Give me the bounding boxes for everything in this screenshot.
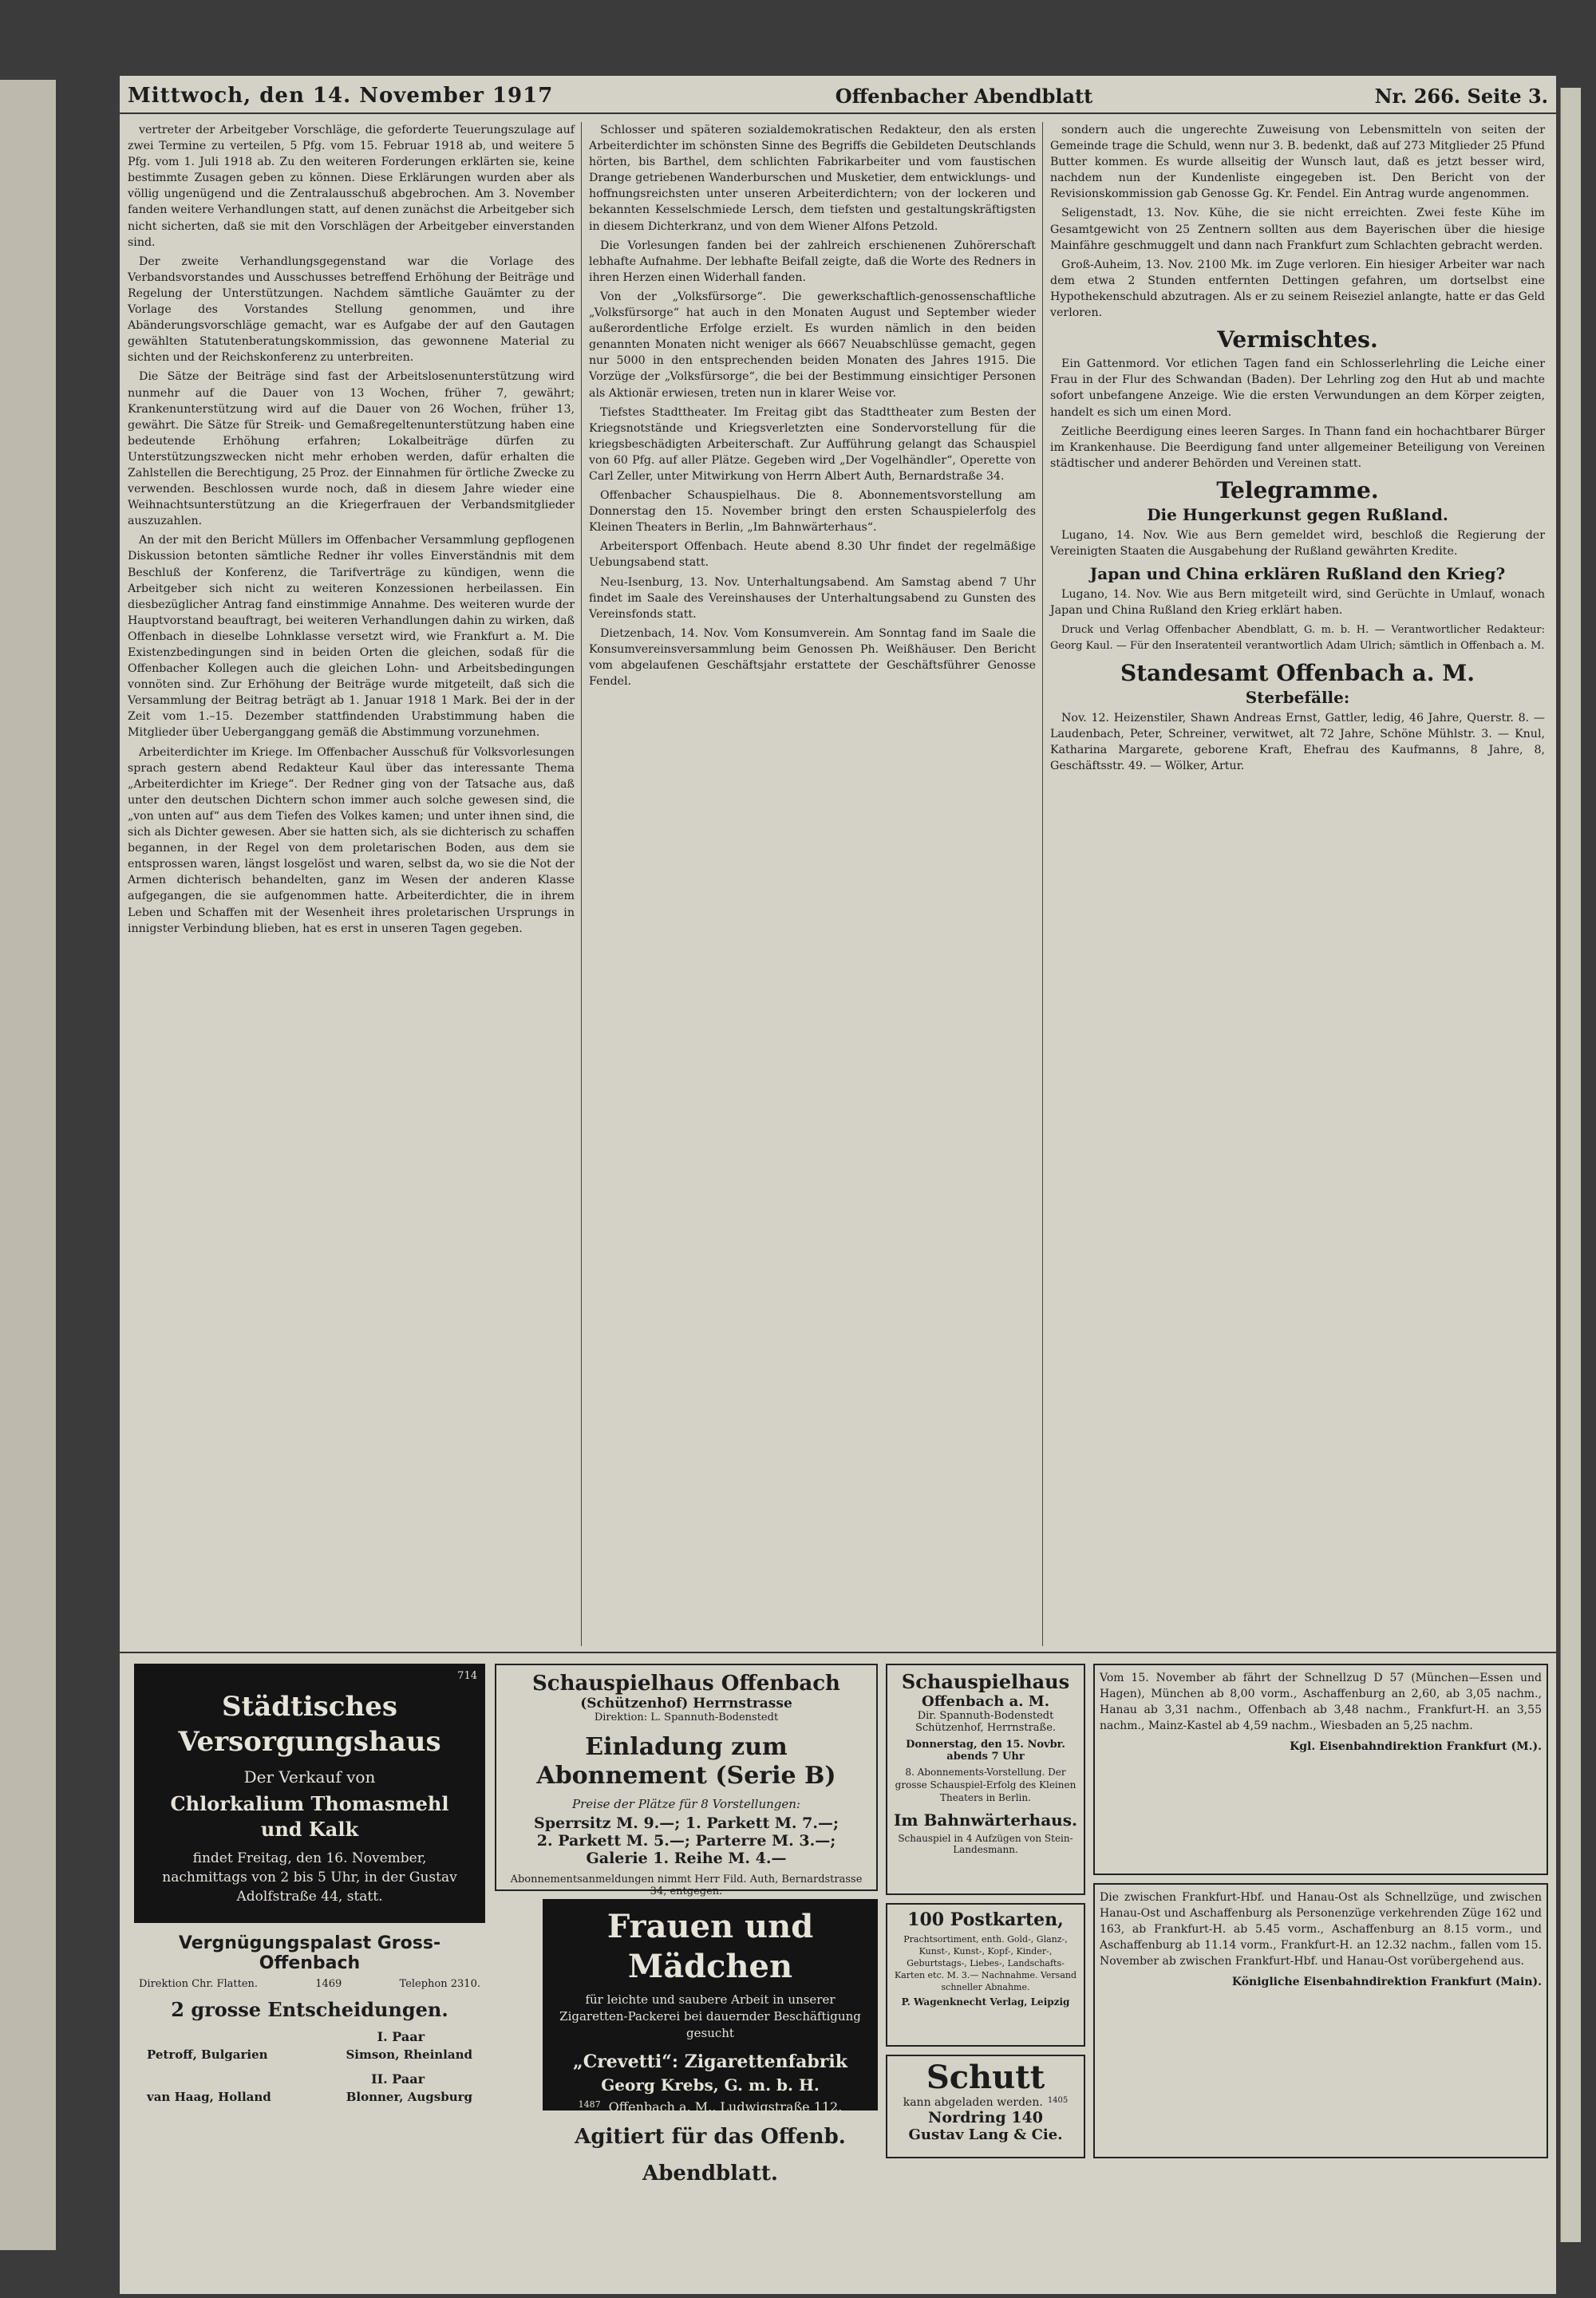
issue-date: Mittwoch, den 14. November 1917 — [128, 84, 554, 108]
ad-address: Schützenhof, Herrnstraße. — [915, 1722, 1057, 1734]
ad-eisenbahn-zuege — [1093, 1883, 1548, 2158]
column-3 — [1050, 122, 1545, 1646]
ad-signature: Königliche Eisenbahndirektion Frankfurt (Main). — [1231, 1976, 1542, 1988]
subsection-heading: Sterbefälle: — [1245, 687, 1350, 707]
price-line: 2. Parkett M. 5.—; Parterre M. 3.—; — [536, 1832, 836, 1850]
ad-subtitle: Offenbach a. M. — [922, 1693, 1049, 1710]
ad-number: 1487 — [578, 2099, 601, 2110]
ad-date: Donnerstag, den 15. Novbr. abends 7 Uhr — [906, 1739, 1065, 1763]
ad-schutt — [886, 2055, 1085, 2158]
article-paragraph: Arbeiterdichter im Kriege. Im Offenbacher Ausschuß für Volksvorlesungen sprach gestern abend Redakteur Kaul über das interessante Thema „Arbeiterdichter im Kriege“. Der Redner ging von der Tatsache aus, daß unter den deutschen Dichtern schon immer auch solche gewesen sind, die „von unten auf“ aus dem Tiefen des Volkes kamen; und unter ihnen sind, die sich als Dichter gewesen. Aber sie hatten sich, als sie dichterisch zu schaffen begannen, in der Regel von dem proletarischen Boden, aus dem sie entsprossen waren, längst losgelöst und waren, selbst da, wo sie die Not der Armen dichterisch behandelten, ganz im Wesen der anderen Klasse aufgegangen, die sie aufgenommen hatte. Arbeiterdichter, die in ihrem Leben und Schaffen mit der Wesenheit ihres proletarischen Ursprungs in innigster Verbindung blieben, hat es erst in unseren Tagen gegeben. — [128, 745, 575, 935]
article-paragraph: Tiefstes Stadttheater. Im Freitag gibt das Stadttheater zum Besten der Kriegsnotstände und Kriegsverletzten eine Sondervorstellung für die kriegsbeschädigten Arbeiterschaft. Zur Aufführung gelangt das Schauspiel von 60 Pfg. auf aller Plätze. Gegeben wird „Der Vogelhändler“, Operette von Carl Zeller, unter Mitwirkung von Herrn Albert Auth, Bernardstraße 34. — [589, 405, 1036, 483]
article-paragraph: Arbeitersport Offenbach. Heute abend 8.30 Uhr findet der regelmäßige Uebungsabend statt. — [589, 540, 1036, 570]
section-heading: Vermischtes. — [1217, 326, 1378, 353]
company-owner: Georg Krebs, G. m. b. H. — [601, 2075, 820, 2095]
article-paragraph: Lugano, 14. Nov. Wie aus Bern mitgeteilt wird, sind Gerüchte in Umlauf, wonach Japan und China Rußland den Krieg erklärt haben. — [1050, 588, 1545, 618]
article-paragraph: Dietzenbach, 14. Nov. Vom Konsumverein. Am Sonntag fand im Saale die Konsumvereinsversammlung beim Genossen Ph. Weißhäuser. Den Bericht vom abgelaufenen Geschäftsjahr erstattete der Geschäftsführer Genosse Fendel. — [589, 626, 1036, 689]
ad-postkarten — [886, 1903, 1085, 2047]
ad-direction: Dir. Spannuth-Bodenstedt — [917, 1710, 1054, 1722]
article-paragraph: sondern auch die ungerechte Zuweisung von Lebensmitteln von seiten der Gemeinde trage die Schuld, wenn nur 3. B. bedenkt, daß auf 273 Mitglieder 25 Pfund Butter kommen. Es wurde allseitig der Wunsch laut, daß es jetzt besser wird, nachdem nun der Kundenliste eingegeben ist. Den Bericht von der Revisionskommission gab Genosse Gg. Kr. Fendel. Ein Antrag wurde angenommen. — [1050, 124, 1545, 201]
imprint: Druck und Verlag Offenbacher Abendblatt, G. m. b. H. — Verantwortlicher Redakteur: Georg Kaul. — Für den Inseratenteil verantwortlich Adam Ulrich; sämtlich in Offenbach a. M. — [1050, 623, 1545, 652]
ad-number: 1405 — [1047, 2096, 1069, 2105]
play-title: Im Bahnwärterhaus. — [894, 1810, 1077, 1830]
ad-subtitle: (Schützenhof) Herrnstrasse — [580, 1696, 792, 1712]
company-name: Gustav Lang & Cie. — [908, 2126, 1063, 2143]
column-divider — [581, 122, 582, 1646]
ad-eisenbahn-schnellzug — [1093, 1664, 1548, 1875]
masthead — [120, 76, 1556, 114]
article-paragraph: Lugano, 14. Nov. Wie aus Bern gemeldet wird, beschloß die Regierung der Vereinigten Staaten die Ausgabehung der Rußland gewährten Kredite. — [1050, 529, 1545, 559]
telegram-headline: Japan und China erklären Rußland den Krieg? — [1089, 564, 1506, 584]
column-divider — [1042, 122, 1043, 1646]
ad-zigarettenfabrik — [543, 1899, 878, 2114]
ad-number: 714 — [457, 1670, 477, 1682]
article-paragraph: vertreter der Arbeitgeber Vorschläge, die geforderte Teuerungszulage auf zwei Termine zu verteilen, 5 Pfg. vom 15. Februar 1918 ab, und weitere 5 Pfg. vom 1. Juli 1918 ab. Zu den weiteren Forderungen erklärten sie, keine bestimmte Zusagen geben zu können. Diese Erklärungen wurden aber als völlig ungenügend und die Zentralausschuß abgebrochen. Am 3. November fanden weitere Verhandlungen statt, auf denen zunächst die Arbeitgeber sich nicht sicherten, daß sie mit den Vorschlägen der Arbeitgeber einverstanden sind. — [128, 124, 575, 249]
company-name: „Crevetti“: Zigarettenfabrik — [573, 2051, 847, 2072]
previous-page-edge — [0, 80, 56, 2250]
ad-title: Schauspielhaus — [901, 1670, 1070, 1693]
article-paragraph: Zeitliche Beerdigung eines leeren Sarges. In Thann fand ein hochachtbarer Bürger im Krankenhause. Die Beerdigung fand unter allgemeiner Beteiligung von Vereinen städtischer und anderer Behörden und Vereinen statt. — [1050, 424, 1545, 470]
ad-text: Prachtsortiment, enth. Gold-, Glanz-, Kunst-, Kunst-, Kopf-, Kinder-, Geburtstags-, Liebes-, Landschafts-Karten etc. M. 3.— Nachnahme. Versand schneller Abnahme. — [895, 1934, 1077, 1992]
ad-text: kann abgeladen werden. — [903, 2096, 1043, 2109]
ad-title: Schauspielhaus Offenbach — [532, 1672, 840, 1696]
telegram-headline: Die Hungerkunst gegen Rußland. — [1147, 504, 1448, 524]
article-paragraph: Offenbacher Schauspielhaus. Die 8. Abonnementsvorstellung am Donnerstag den 15. November bringt den ersten Schauspielerfolg des Kleinen Theaters in Berlin, „Im Bahnwärterhaus“. — [589, 489, 1036, 535]
article-paragraph: Die Sätze der Beiträge sind fast der Arbeitslosenunterstützung wird nunmehr auf die Dauer von 13 Wochen, früher 7, gewährt; Krankenunterstützung wird auf die Dauer von 26 Wochen, früher 13, gewährt. Die Sätze für Streik- und Gemaßregeltenunterstützung haben eine bedeutende Erhöhung erfahren; Lokalbeiträge dürfen zu Unterstützungszwecken nicht mehr erhoben werden, dafür erhalten die Zahlstellen die Berechtigung, 25 Proz. der Einnahmen für örtliche Zwecke zu verwenden. Beschlossen wurde noch, daß in diesem Jahre wieder eine Weihnachtsunterstützung an die Kriegerfrauen der Verbandsmitglieder auszuzahlen. — [128, 370, 575, 528]
article-paragraph: Schlosser und späteren sozialdemokratischen Redakteur, den als ersten Arbeiterdichter im schönsten Sinne des Begriffs die Gebildeten Deutschlands hörten, bis Barthel, dem schlichten Fabrikarbeiter und vom faustischen Drange getriebenen Wanderburschen und Musketier, dem entwicklungs- und hoffnungsreichsten unter unseren Arbeiterdichtern; von der lockeren und bekannten Kesselschmiede Lersch, dem tiefsten und gestaltungskräftigsten in diesem Dichterkranz, und von dem Wiener Alfons Petzold. — [589, 124, 1036, 233]
issue-number: Nr. 266. Seite 3. — [1374, 85, 1548, 108]
price-line: Sperrsitz M. 9.—; 1. Parkett M. 7.—; — [533, 1814, 839, 1832]
ad-text: 8. Abonnements-Vorstellung. Der grosse Schauspiel-Erfolg des Kleinen Theaters in Berlin. — [895, 1767, 1077, 1803]
wrestler-name: Simson, Rheinland — [346, 2047, 472, 2062]
ad-pair-label: II. Paar — [371, 2071, 425, 2087]
ad-text: Die zwischen Frankfurt-Hbf. und Hanau-Ost als Schnellzüge, und zwischen Hanau-Ost und Aschaffenburg als Personenzüge verkehrenden Züge 162 und 163, ab Frankfurt-H. ab 5.45 vorm., Aschaffenburg an 8.15 vorm., und Aschaffenburg ab 11.14 vorm., Frankfurt-H. an 12.32 nachm., fallen vom 15. November ab zwischen Frankfurt-Hbf. und Hanau-Ost vorübergehend aus. — [1100, 1891, 1542, 1968]
ads-divider — [120, 1652, 1556, 1653]
ad-schauspielhaus — [886, 1664, 1085, 1895]
ad-phone: Telephon 2310. — [399, 1978, 480, 1990]
slogan-text: Agitiert für das Offenb. Abendblatt. — [575, 2125, 846, 2185]
ad-text: für leichte und saubere Arbeit in unserer Zigaretten-Packerei bei dauernder Beschäftigung gesucht — [559, 1992, 861, 2040]
article-paragraph: Nov. 12. Heizenstiler, Shawn Andreas Ernst, Gattler, ledig, 46 Jahre, Querstr. 8. — Laudenbach, Peter, Schreiner, verwitwet, alt 72 Jahre, Schöne Mühlstr. 3. — Knul, Katharina Margarete, geborene Kraft, Ehefrau des Kaufmanns, 8 Jahre, 8, Geschäftsstr. 49. — Wölker, Artur. — [1050, 711, 1545, 773]
section-heading: Standesamt Offenbach a. M. — [1120, 659, 1476, 686]
ad-headline: 2 grosse Entscheidungen. — [171, 1998, 448, 2021]
price-line: Galerie 1. Reihe M. 4.— — [586, 1850, 787, 1867]
ad-number: 1469 — [315, 1978, 342, 1990]
ad-title: Städtisches Versorgungshaus — [178, 1691, 441, 1758]
ad-text: Der Verkauf von — [243, 1767, 376, 1787]
article-paragraph: Der zweite Verhandlungsgegenstand war die Vorlage des Verbandsvorstandes und Ausschusses betreffend Erhöhung der Beiträge und Regelung der Unterstützungen. Nachdem sämtliche Gauämter zu der Vorlage des Vorstandes Stellung genommen, und ihre Abänderungsvorschläge gemacht, war es Aufgabe der auf den Gautagen gewählten Statutenberatungskommission, das gewonnene Material zu sichten und der Reichskonferenz zu unterbreiten. — [128, 255, 575, 365]
wrestler-name: Petroff, Bulgarien — [147, 2047, 268, 2062]
section-heading: Telegramme. — [1216, 476, 1379, 503]
article-paragraph: Die Vorlesungen fanden bei der zahlreich erschienenen Zuhörerschaft lebhafte Aufnahme. Der lebhafte Beifall zeigte, daß die Worte des Redners in ihren Herzen einen Widerhall fanden. — [589, 239, 1036, 284]
ad-address: Nordring 140 — [928, 2109, 1043, 2126]
ad-text: Vom 15. November ab fährt der Schnellzug D 57 (München—Essen und Hagen), München ab 8,00 vorm., Aschaffenburg an 2,60, ab 3,05 nachm., Hanau ab 3,31 nachm., Offenbach ab 3,48 nachm., Frankfurt-H. an 3,55 nachm., Mainz-Kastel ab 4,59 nachm., Wiesbaden an 5,25 nachm. — [1100, 1672, 1542, 1732]
ad-product: Chlorkalium Thomasmehl und Kalk — [170, 1792, 449, 1841]
article-paragraph: Groß-Auheim, 13. Nov. 2100 Mk. im Zuge verloren. Ein hiesiger Arbeiter war nach dem etwa 2 Stunden entfernten Dettingen gefahren, um dortselbst eine Hypothekenschuld abzutragen. Als er zu seinem Reiseziel anlangte, hatte er das Geld verloren. — [1050, 258, 1545, 320]
ad-slogan — [543, 2118, 878, 2185]
company-name: P. Wagenknecht Verlag, Leipzig — [901, 1996, 1070, 2008]
article-paragraph: Von der „Volksfürsorge“. Die gewerkschaftlich-genossenschaftliche „Volksfürsorge“ hat auch in den Monaten August und September wieder außerordentliche Erfolge erzielt. Es wurden nämlich in den beiden genannten Monaten nicht weniger als 6667 Neuabschlüsse gemacht, gegen nur 5000 in den entsprechenden beiden Monaten des Jahres 1915. Die Vorzüge der „Volksfürsorge“, die bei der Bestimmung einsichtiger Personen als Aktionär erwiesen, treten nun in klarer Weise vor. — [589, 290, 1036, 400]
ad-footer: Abonnementsanmeldungen nimmt Herr Fild. Auth, Bernardstrasse 34, entgegen. — [510, 1874, 863, 1897]
ad-footer: Schauspiel in 4 Aufzügen von Stein-Landesmann. — [898, 1833, 1073, 1855]
ad-headline: Einladung zum Abonnement (Serie B) — [536, 1733, 836, 1790]
page-edge — [1560, 88, 1581, 2242]
paper-title: Offenbacher Abendblatt — [835, 85, 1093, 108]
ad-pair-label: I. Paar — [377, 2029, 425, 2044]
newspaper-page — [120, 76, 1556, 2294]
ad-abonnement — [495, 1664, 878, 1897]
wrestler-name: Blonner, Augsburg — [346, 2090, 472, 2104]
ad-title: Vergnügungspalast Gross-Offenbach — [178, 1933, 441, 1973]
ad-signature: Kgl. Eisenbahndirektion Frankfurt (M.). — [1290, 1740, 1542, 1753]
ad-title: Frauen und Mädchen — [606, 1908, 814, 1985]
ad-direction: Direktion Chr. Flatten. — [139, 1978, 259, 1990]
article-paragraph: An der mit den Bericht Müllers im Offenbacher Versammlung gepflogenen Diskussion betonten sämtliche Redner ihr volles Einverständnis mit dem Beschluß der Konferenz, die Tarifverträge zu kündigen, wenn die Arbeitgeber sich nicht zu weiteren Konzessionen herbeilassen. Ein diesbezüglicher Antrag fand einstimmige Annahme. Des weiteren wurde der Hauptvorstand beauftragt, bei weiteren Verhandlungen dahin zu wirken, daß Offenbach in dieselbe Lohnklasse versetzt wird, wie Frankfurt a. M. Die Existenzbedingungen sind in beiden Orten die gleichen, sodaß für die Offenbacher Kollegen auch die gleichen Lohn- und Arbeitsbedingungen vonnöten sind. Zur Erhöhung der Beiträge wurde mitgeteilt, daß sich die Versammlung der Beitrag beträgt ab 1. Januar 1918 1 Mark. Bei der in der Zeit vom 1.–15. Dezember stattfindenden Urabstimmung haben die Mitglieder über Ueberganggang gemäß die Abstimmung vorzunehmen. — [128, 534, 575, 740]
ad-versorgungshaus — [134, 1664, 485, 1923]
ad-direction: Direktion: L. Spannuth-Bodenstedt — [594, 1712, 779, 1724]
article-paragraph: Ein Gattenmord. Vor etlichen Tagen fand ein Schlosserlehrling die Leiche einer Frau in der Flur des Schwandan (Baden). Der Lehrling zog den Hut ab und machte sofort unbefangene Anzeige. Wie die ersten Verwundungen an dem Körper zeigten, handelt es sich um einen Mord. — [1050, 357, 1545, 419]
ad-text: findet Freitag, den 16. November, nachmittags von 2 bis 5 Uhr, in der Gustav Adolfstraße 44, statt. — [162, 1850, 457, 1905]
ad-vergnuegungspalast — [134, 1929, 485, 2152]
company-address: Offenbach a. M., Ludwigstraße 112. — [608, 2099, 843, 2114]
wrestler-name: van Haag, Holland — [147, 2090, 271, 2104]
ad-title: Schutt — [926, 2059, 1045, 2096]
column-2 — [589, 122, 1036, 1646]
ad-text: Preise der Plätze für 8 Vorstellungen: — [572, 1797, 800, 1811]
column-1 — [128, 122, 575, 1646]
article-paragraph: Neu-Isenburg, 13. Nov. Unterhaltungsabend. Am Samstag abend 7 Uhr findet im Saale des Vereinshauses der Unterhaltungsabend zu Gunsten des Vereinsfonds statt. — [589, 575, 1036, 621]
article-paragraph: Seligenstadt, 13. Nov. Kühe, die sie nicht erreichten. Zwei feste Kühe im Gesamtgewicht von 25 Zentnern sollten aus dem Bayerischen über die hiesige Mainfähre geschmuggelt und dann nach Frankfurt zum Schlachten gebracht werden. — [1050, 207, 1545, 252]
ad-title: 100 Postkarten, — [907, 1909, 1064, 1930]
